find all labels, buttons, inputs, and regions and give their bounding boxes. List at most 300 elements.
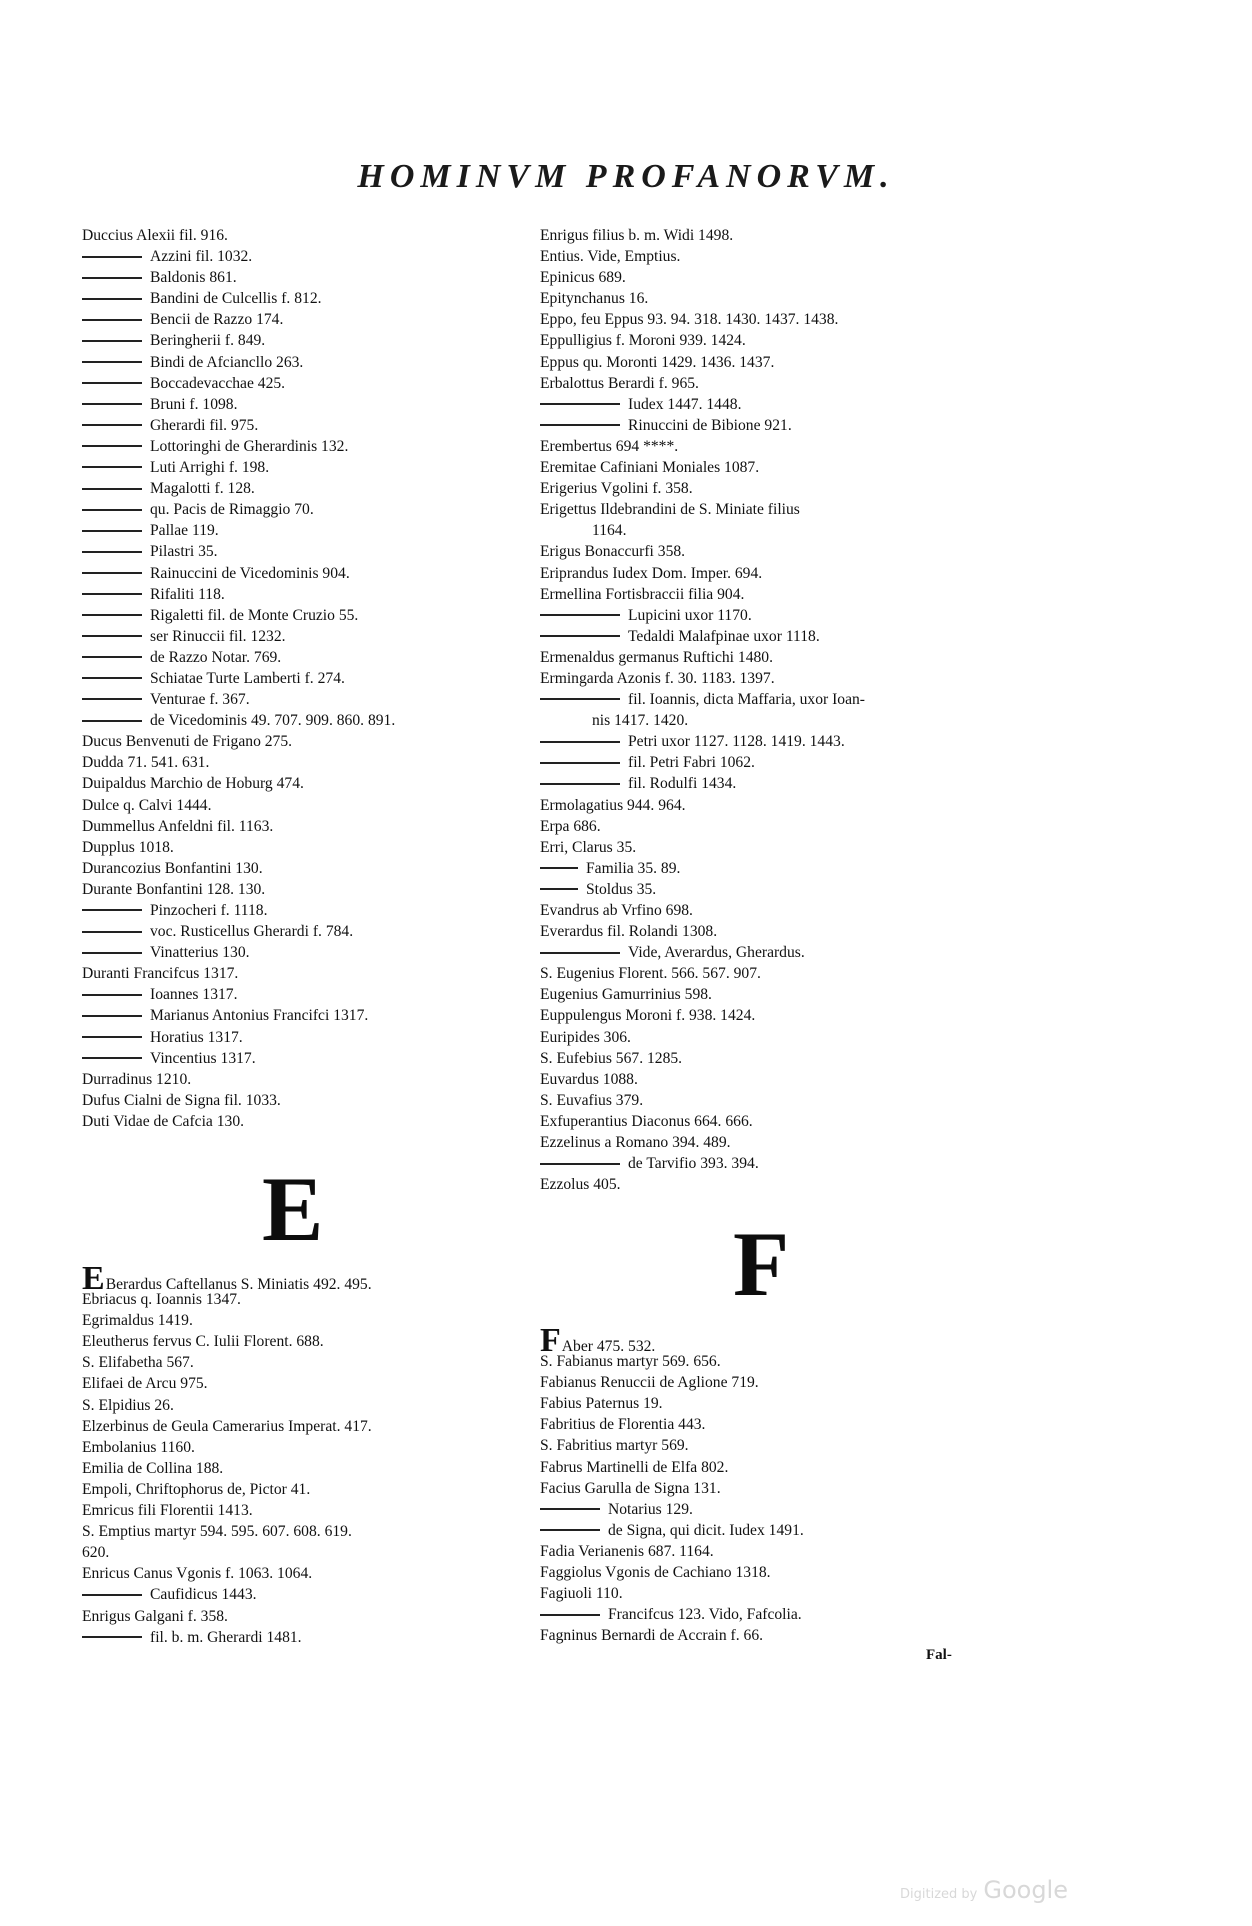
index-entry: [540, 605, 992, 626]
ditto-dash: [82, 635, 142, 637]
entry-text: Dummellus Anfeldni fil. 1163.: [82, 817, 274, 835]
entry-text: Euripides 306.: [540, 1028, 631, 1046]
index-entry: [540, 1005, 992, 1026]
initial-capital: F: [540, 1322, 561, 1359]
section-f-entries: [540, 1322, 992, 1647]
entry-text: Embolanius 1160.: [82, 1438, 195, 1456]
index-entry: [540, 1153, 992, 1174]
entry-text: S. Elifabetha 567.: [82, 1354, 194, 1372]
index-entry: [82, 330, 534, 351]
index-entry: [82, 563, 534, 584]
entry-text: Dulce q. Calvi 1444.: [82, 796, 212, 814]
entry-text: Erigettus Ildebrandini de S. Miniate filius: [540, 501, 800, 519]
index-entry: [82, 1374, 534, 1395]
index-entry: [82, 436, 534, 457]
ditto-dash: [82, 488, 142, 490]
index-entry: [82, 1459, 534, 1480]
entry-text: Epinicus 689.: [540, 269, 626, 287]
entry-text: Everardus fil. Rolandi 1308.: [540, 923, 718, 941]
index-entry: [540, 647, 992, 668]
entry-text: Evandrus ab Vrfino 698.: [540, 902, 693, 919]
entry-text: Rinuccini de Bibione 921.: [628, 416, 792, 434]
index-entry: [82, 352, 534, 373]
index-entry: [540, 394, 992, 415]
index-entry: [82, 499, 534, 520]
entry-text: Ermingarda Azonis f. 30. 1183. 1397.: [540, 669, 775, 687]
entry-text: S. Eufebius 567. 1285.: [540, 1049, 683, 1067]
index-entry: [82, 457, 534, 478]
entry-text: Eppulligius f. Moroni 939. 1424.: [540, 332, 746, 350]
index-entry: [82, 879, 534, 900]
entry-text: S. Fabianus martyr 569. 656.: [540, 1353, 721, 1371]
ditto-dash: [82, 466, 142, 468]
entry-text: Fabritius de Florentia 443.: [540, 1416, 706, 1434]
index-entry: [82, 541, 534, 562]
entry-text: Ermellina Fortisbraccii filia 904.: [540, 585, 745, 603]
entry-text: S. Eugenius Florent. 566. 567. 907.: [540, 965, 761, 983]
entry-text: Bencii de Razzo 174.: [150, 311, 284, 329]
index-entry: [82, 858, 534, 879]
entry-text: Entius. Vide, Emptius.: [540, 248, 681, 266]
index-entry: [82, 689, 534, 710]
entry-text: Eremitae Cafiniani Moniales 1087.: [540, 459, 760, 477]
index-entry: [82, 1332, 534, 1353]
entry-text: Horatius 1317.: [150, 1028, 243, 1046]
ditto-dash: [82, 1057, 142, 1059]
index-entry: [540, 1373, 992, 1394]
index-entry: [540, 1174, 992, 1195]
entry-text: Euppulengus Moroni f. 938. 1424.: [540, 1007, 756, 1025]
index-entry: [540, 668, 992, 689]
index-entry: [540, 1111, 992, 1132]
ditto-dash: [540, 1614, 600, 1616]
ditto-dash: [82, 1015, 142, 1017]
index-entry: [540, 837, 992, 858]
entry-text: de Razzo Notar. 769.: [150, 648, 282, 666]
index-entry: [82, 1090, 534, 1111]
page-title: HOMINVM PROFANORVM.: [357, 158, 895, 195]
index-entry: [82, 309, 534, 330]
entry-text: de Vicedominis 49. 707. 909. 860. 891.: [150, 712, 396, 730]
ditto-dash: [540, 1163, 620, 1165]
index-entry: [540, 963, 992, 984]
ditto-dash: [540, 1508, 600, 1510]
entry-text: Tedaldi Malafpinae uxor 1118.: [628, 627, 820, 645]
index-entry: [540, 921, 992, 942]
index-entry: [540, 710, 992, 731]
entry-text: Ezzolus 405.: [540, 1176, 621, 1194]
index-entry: [540, 1132, 992, 1153]
index-entry: [82, 710, 534, 731]
entry-text: Duipaldus Marchio de Hoburg 474.: [82, 775, 304, 793]
catchword: Fal-: [926, 1647, 952, 1663]
entry-text: Luti Arrighi f. 198.: [150, 459, 270, 477]
entry-text: Elzerbinus de Geula Camerarius Imperat. 417.: [82, 1417, 372, 1435]
entry-text: Vinatterius 130.: [150, 944, 250, 962]
entry-text: Durradinus 1210.: [82, 1070, 192, 1088]
index-entry: [82, 921, 534, 942]
entry-text: Gherardi fil. 975.: [150, 416, 259, 434]
entry-text: Ebriacus q. Ioannis 1347.: [82, 1291, 241, 1309]
entry-text: Fabrus Martinelli de Elfa 802.: [540, 1458, 729, 1476]
ditto-dash: [82, 1594, 142, 1596]
entry-text: Enrigus Galgani f. 358.: [82, 1607, 228, 1625]
section-e-entries: [82, 1260, 534, 1649]
index-entry: [82, 626, 534, 647]
section-letter-f: F: [733, 1213, 790, 1315]
index-entry: [540, 436, 992, 457]
index-entry: [82, 1585, 534, 1606]
entry-text: Rifaliti 118.: [150, 585, 225, 603]
index-entry: [82, 1438, 534, 1459]
initial-capital: E: [82, 1260, 105, 1297]
index-entry: [82, 605, 534, 626]
index-entry: [540, 352, 992, 373]
ditto-dash: [82, 931, 142, 933]
entry-text: Rainuccini de Vicedominis 904.: [150, 564, 350, 582]
index-entry: [82, 731, 534, 752]
entry-text: Vincentius 1317.: [150, 1049, 256, 1067]
ditto-dash: [82, 572, 142, 574]
entry-text: Bindi de Afciancllo 263.: [150, 353, 304, 371]
entry-text: Enricus Canus Vgonis f. 1063. 1064.: [82, 1565, 313, 1583]
entry-text: Ermolagatius 944. 964.: [540, 796, 686, 814]
index-entry: [82, 647, 534, 668]
index-entry: [540, 457, 992, 478]
entry-text: Stoldus 35.: [586, 880, 657, 898]
index-entry: [82, 225, 534, 246]
entry-text: Erpa 686.: [540, 817, 601, 835]
entry-text: Petri uxor 1127. 1128. 1419. 1443.: [628, 733, 845, 751]
ditto-dash: [82, 720, 142, 722]
index-entry: [540, 795, 992, 816]
index-entry: [540, 520, 992, 541]
entry-text: Durante Bonfantini 128. 130.: [82, 880, 266, 898]
index-entry: [82, 1522, 534, 1543]
index-entry: [82, 1564, 534, 1585]
index-entry: [82, 584, 534, 605]
ditto-dash: [540, 424, 620, 426]
entry-text: Rigaletti fil. de Monte Cruzio 55.: [150, 606, 359, 624]
ditto-dash: [82, 551, 142, 553]
ditto-dash: [82, 656, 142, 658]
index-entry: [540, 1069, 992, 1090]
entry-text: Duccius Alexii fil. 916.: [82, 227, 228, 244]
entry-text: nis 1417. 1420.: [592, 712, 689, 730]
index-entry: [540, 1542, 992, 1563]
entry-text: Fagninus Bernardi de Accrain f. 66.: [540, 1627, 764, 1645]
ditto-dash: [82, 445, 142, 447]
entry-text: Exfuperantius Diaconus 664. 666.: [540, 1112, 753, 1130]
ditto-dash: [82, 361, 142, 363]
entry-text: 620.: [82, 1544, 110, 1562]
entry-text: Berardus Caftellanus S. Miniatis 492. 495.: [105, 1276, 372, 1293]
entry-text: Familia 35. 89.: [586, 859, 681, 877]
entry-text: Bruni f. 1098.: [150, 395, 238, 413]
index-entry: [82, 1311, 534, 1332]
entry-text: Caufidicus 1443.: [150, 1586, 257, 1604]
entry-text: Duranti Francifcus 1317.: [82, 965, 239, 983]
index-entry: [82, 837, 534, 858]
entry-text: Eleutherus fervus C. Iulii Florent. 688.: [82, 1333, 324, 1351]
index-entry: [540, 288, 992, 309]
entry-text: Erembertus 694 ****.: [540, 437, 679, 455]
entry-text: Baldonis 861.: [150, 269, 237, 287]
entry-text: fil. Petri Fabri 1062.: [628, 754, 755, 772]
entry-text: Schiatae Turte Lamberti f. 274.: [150, 669, 345, 687]
index-entry: [82, 1417, 534, 1438]
index-entry: [82, 288, 534, 309]
index-entry: [82, 520, 534, 541]
index-entry: [540, 731, 992, 752]
ditto-dash: [82, 909, 142, 911]
entry-text: Ermenaldus germanus Ruftichi 1480.: [540, 648, 773, 666]
ditto-dash: [82, 994, 142, 996]
entry-text: ser Rinuccii fil. 1232.: [150, 627, 286, 645]
ditto-dash: [82, 1036, 142, 1038]
ditto-dash: [82, 952, 142, 954]
ditto-dash: [82, 614, 142, 616]
watermark-prefix: Digitized by: [900, 1887, 978, 1902]
entry-text: Aber 475. 532.: [561, 1338, 656, 1355]
entry-text: S. Euvafius 379.: [540, 1091, 644, 1109]
ditto-dash: [82, 677, 142, 679]
ditto-dash: [540, 403, 620, 405]
index-entry: [540, 225, 992, 246]
index-entry: [82, 1543, 534, 1564]
entry-text: Empoli, Chriftophorus de, Pictor 41.: [82, 1480, 311, 1498]
index-entry: [82, 1628, 534, 1649]
index-entry: [540, 563, 992, 584]
index-entry: [540, 499, 992, 520]
index-entry: [82, 1111, 534, 1132]
ditto-dash: [82, 509, 142, 511]
entry-text: Egrimaldus 1419.: [82, 1312, 193, 1330]
index-entry: [540, 1605, 992, 1626]
ditto-dash: [82, 698, 142, 700]
index-entry: [540, 773, 992, 794]
index-entry: [82, 984, 534, 1005]
entry-text: Eriprandus Iudex Dom. Imper. 694.: [540, 564, 763, 582]
ditto-dash: [82, 403, 142, 405]
entry-text: Marianus Antonius Francifci 1317.: [150, 1007, 369, 1025]
index-entry: [540, 1584, 992, 1605]
entry-text: fil. Rodulfi 1434.: [628, 775, 737, 793]
entry-text: Emricus fili Florentii 1413.: [82, 1502, 253, 1520]
entry-text: Eppus qu. Moronti 1429. 1436. 1437.: [540, 353, 775, 371]
entry-text: 1164.: [592, 522, 627, 540]
entry-text: Azzini fil. 1032.: [150, 248, 253, 266]
entry-text: Fadia Verianenis 687. 1164.: [540, 1542, 714, 1560]
ditto-dash: [540, 867, 578, 869]
ditto-dash: [82, 1636, 142, 1638]
entry-text: S. Elpidius 26.: [82, 1396, 174, 1414]
index-entry: [82, 1396, 534, 1417]
ditto-dash: [540, 952, 620, 954]
ditto-dash: [82, 382, 142, 384]
index-entry: [540, 984, 992, 1005]
index-entry: [540, 1458, 992, 1479]
ditto-dash: [540, 614, 620, 616]
entry-text: Pinzocheri f. 1118.: [150, 902, 268, 919]
index-entry: [540, 541, 992, 562]
entry-text: voc. Rusticellus Gherardi f. 784.: [150, 923, 354, 941]
ditto-dash: [82, 256, 142, 258]
index-entry: [540, 1090, 992, 1111]
left-column: [82, 225, 534, 1132]
index-entry: [82, 415, 534, 436]
index-entry: [540, 415, 992, 436]
index-entry: [540, 1626, 992, 1647]
entry-text: Erbalottus Berardi f. 965.: [540, 374, 699, 392]
entry-text: Epitynchanus 16.: [540, 290, 649, 308]
ditto-dash: [540, 762, 620, 764]
entry-text: Pilastri 35.: [150, 543, 218, 561]
entry-text: Dufus Cialni de Signa fil. 1033.: [82, 1091, 281, 1109]
entry-text: Fagiuoli 110.: [540, 1585, 623, 1603]
index-entry: [540, 584, 992, 605]
index-entry: [540, 1500, 992, 1521]
index-entry: [540, 1415, 992, 1436]
ditto-dash: [540, 741, 620, 743]
index-entry: [82, 942, 534, 963]
index-entry: [82, 1069, 534, 1090]
entry-text: de Tarvifio 393. 394.: [628, 1155, 759, 1173]
index-entry: [82, 1027, 534, 1048]
entry-text: Ezzelinus a Romano 394. 489.: [540, 1134, 731, 1152]
entry-text: Durancozius Bonfantini 130.: [82, 859, 263, 877]
index-entry: [540, 879, 992, 900]
entry-text: Venturae f. 367.: [150, 691, 250, 709]
index-entry: [82, 668, 534, 689]
index-entry: [82, 1290, 534, 1311]
entry-text: Vide, Averardus, Gherardus.: [628, 944, 805, 962]
entry-text: Notarius 129.: [608, 1500, 693, 1518]
entry-text: Erri, Clarus 35.: [540, 838, 637, 856]
section-letter-e: E: [262, 1158, 324, 1260]
index-entry: [540, 478, 992, 499]
entry-text: fil. b. m. Gherardi 1481.: [150, 1628, 302, 1646]
entry-text: fil. Ioannis, dicta Maffaria, uxor Ioan-: [628, 691, 865, 709]
entry-text: Eppo, feu Eppus 93. 94. 318. 1430. 1437. 1438.: [540, 311, 839, 329]
entry-text: Ioannes 1317.: [150, 986, 238, 1004]
entry-text: Eugenius Gamurrinius 598.: [540, 986, 712, 1004]
index-entry: [540, 1521, 992, 1542]
index-entry: [82, 1501, 534, 1522]
index-entry: [540, 1048, 992, 1069]
index-entry: [82, 963, 534, 984]
index-entry: [540, 1027, 992, 1048]
entry-text: S. Emptius martyr 594. 595. 607. 608. 619.: [82, 1523, 352, 1541]
watermark-brand: Google: [983, 1876, 1068, 1904]
index-entry: [540, 373, 992, 394]
index-entry: [82, 373, 534, 394]
index-entry: [540, 1322, 992, 1359]
index-entry: [540, 246, 992, 267]
ditto-dash: [82, 298, 142, 300]
entry-text: Boccadevacchae 425.: [150, 374, 286, 392]
index-entry: [540, 1436, 992, 1457]
index-entry: [82, 816, 534, 837]
entry-text: Lupicini uxor 1170.: [628, 606, 752, 624]
index-entry: [82, 900, 534, 921]
index-entry: [82, 1607, 534, 1628]
entry-text: Faggiolus Vgonis de Cachiano 1318.: [540, 1564, 771, 1582]
index-entry: [540, 309, 992, 330]
index-entry: [82, 1480, 534, 1501]
entry-text: Facius Garulla de Signa 131.: [540, 1479, 721, 1497]
index-entry: [540, 689, 992, 710]
index-entry: [540, 900, 992, 921]
ditto-dash: [540, 698, 620, 700]
index-entry: [540, 1352, 992, 1373]
entry-text: Emilia de Collina 188.: [82, 1459, 224, 1477]
index-entry: [82, 795, 534, 816]
right-column: [540, 225, 992, 1195]
entry-text: Erigerius Vgolini f. 358.: [540, 480, 693, 498]
entry-text: Duti Vidae de Cafcia 130.: [82, 1112, 245, 1130]
entry-text: Fabius Paternus 19.: [540, 1395, 663, 1413]
entry-text: Iudex 1447. 1448.: [628, 395, 742, 413]
index-entry: [540, 267, 992, 288]
ditto-dash: [82, 530, 142, 532]
ditto-dash: [540, 635, 620, 637]
entry-text: qu. Pacis de Rimaggio 70.: [150, 501, 314, 519]
entry-text: Dupplus 1018.: [82, 838, 174, 856]
ditto-dash: [540, 888, 578, 890]
index-entry: [82, 267, 534, 288]
index-entry: [540, 858, 992, 879]
index-entry: [82, 394, 534, 415]
ditto-dash: [540, 1529, 600, 1531]
ditto-dash: [82, 593, 142, 595]
entry-text: Dudda 71. 541. 631.: [82, 754, 210, 772]
index-entry: [82, 1353, 534, 1374]
index-entry: [540, 1394, 992, 1415]
entry-text: de Signa, qui dicit. Iudex 1491.: [608, 1521, 804, 1539]
entry-text: Magalotti f. 128.: [150, 480, 255, 498]
entry-text: Ducus Benvenuti de Frigano 275.: [82, 733, 293, 751]
entry-text: Euvardus 1088.: [540, 1070, 638, 1088]
index-entry: [540, 626, 992, 647]
index-entry: [82, 246, 534, 267]
entry-text: Fabianus Renuccii de Aglione 719.: [540, 1374, 759, 1392]
index-entry: [540, 942, 992, 963]
entry-text: Lottoringhi de Gherardinis 132.: [150, 437, 349, 455]
index-entry: [82, 478, 534, 499]
ditto-dash: [82, 424, 142, 426]
entry-text: Erigus Bonaccurfi 358.: [540, 543, 686, 561]
ditto-dash: [82, 340, 142, 342]
index-entry: [540, 1563, 992, 1584]
entry-text: S. Fabritius martyr 569.: [540, 1437, 689, 1455]
index-entry: [82, 752, 534, 773]
entry-text: Francifcus 123. Vido, Fafcolia.: [608, 1606, 802, 1624]
ditto-dash: [82, 319, 142, 321]
entry-text: Bandini de Culcellis f. 812.: [150, 290, 322, 308]
index-entry: [82, 1048, 534, 1069]
ditto-dash: [540, 783, 620, 785]
ditto-dash: [82, 277, 142, 279]
entry-text: Pallae 119.: [150, 522, 219, 540]
digitized-watermark: [900, 1876, 1068, 1904]
index-entry: [540, 330, 992, 351]
index-entry: [82, 1005, 534, 1026]
index-entry: [82, 1260, 534, 1297]
entry-text: Elifaei de Arcu 975.: [82, 1375, 208, 1393]
index-entry: [540, 752, 992, 773]
index-entry: [540, 1479, 992, 1500]
